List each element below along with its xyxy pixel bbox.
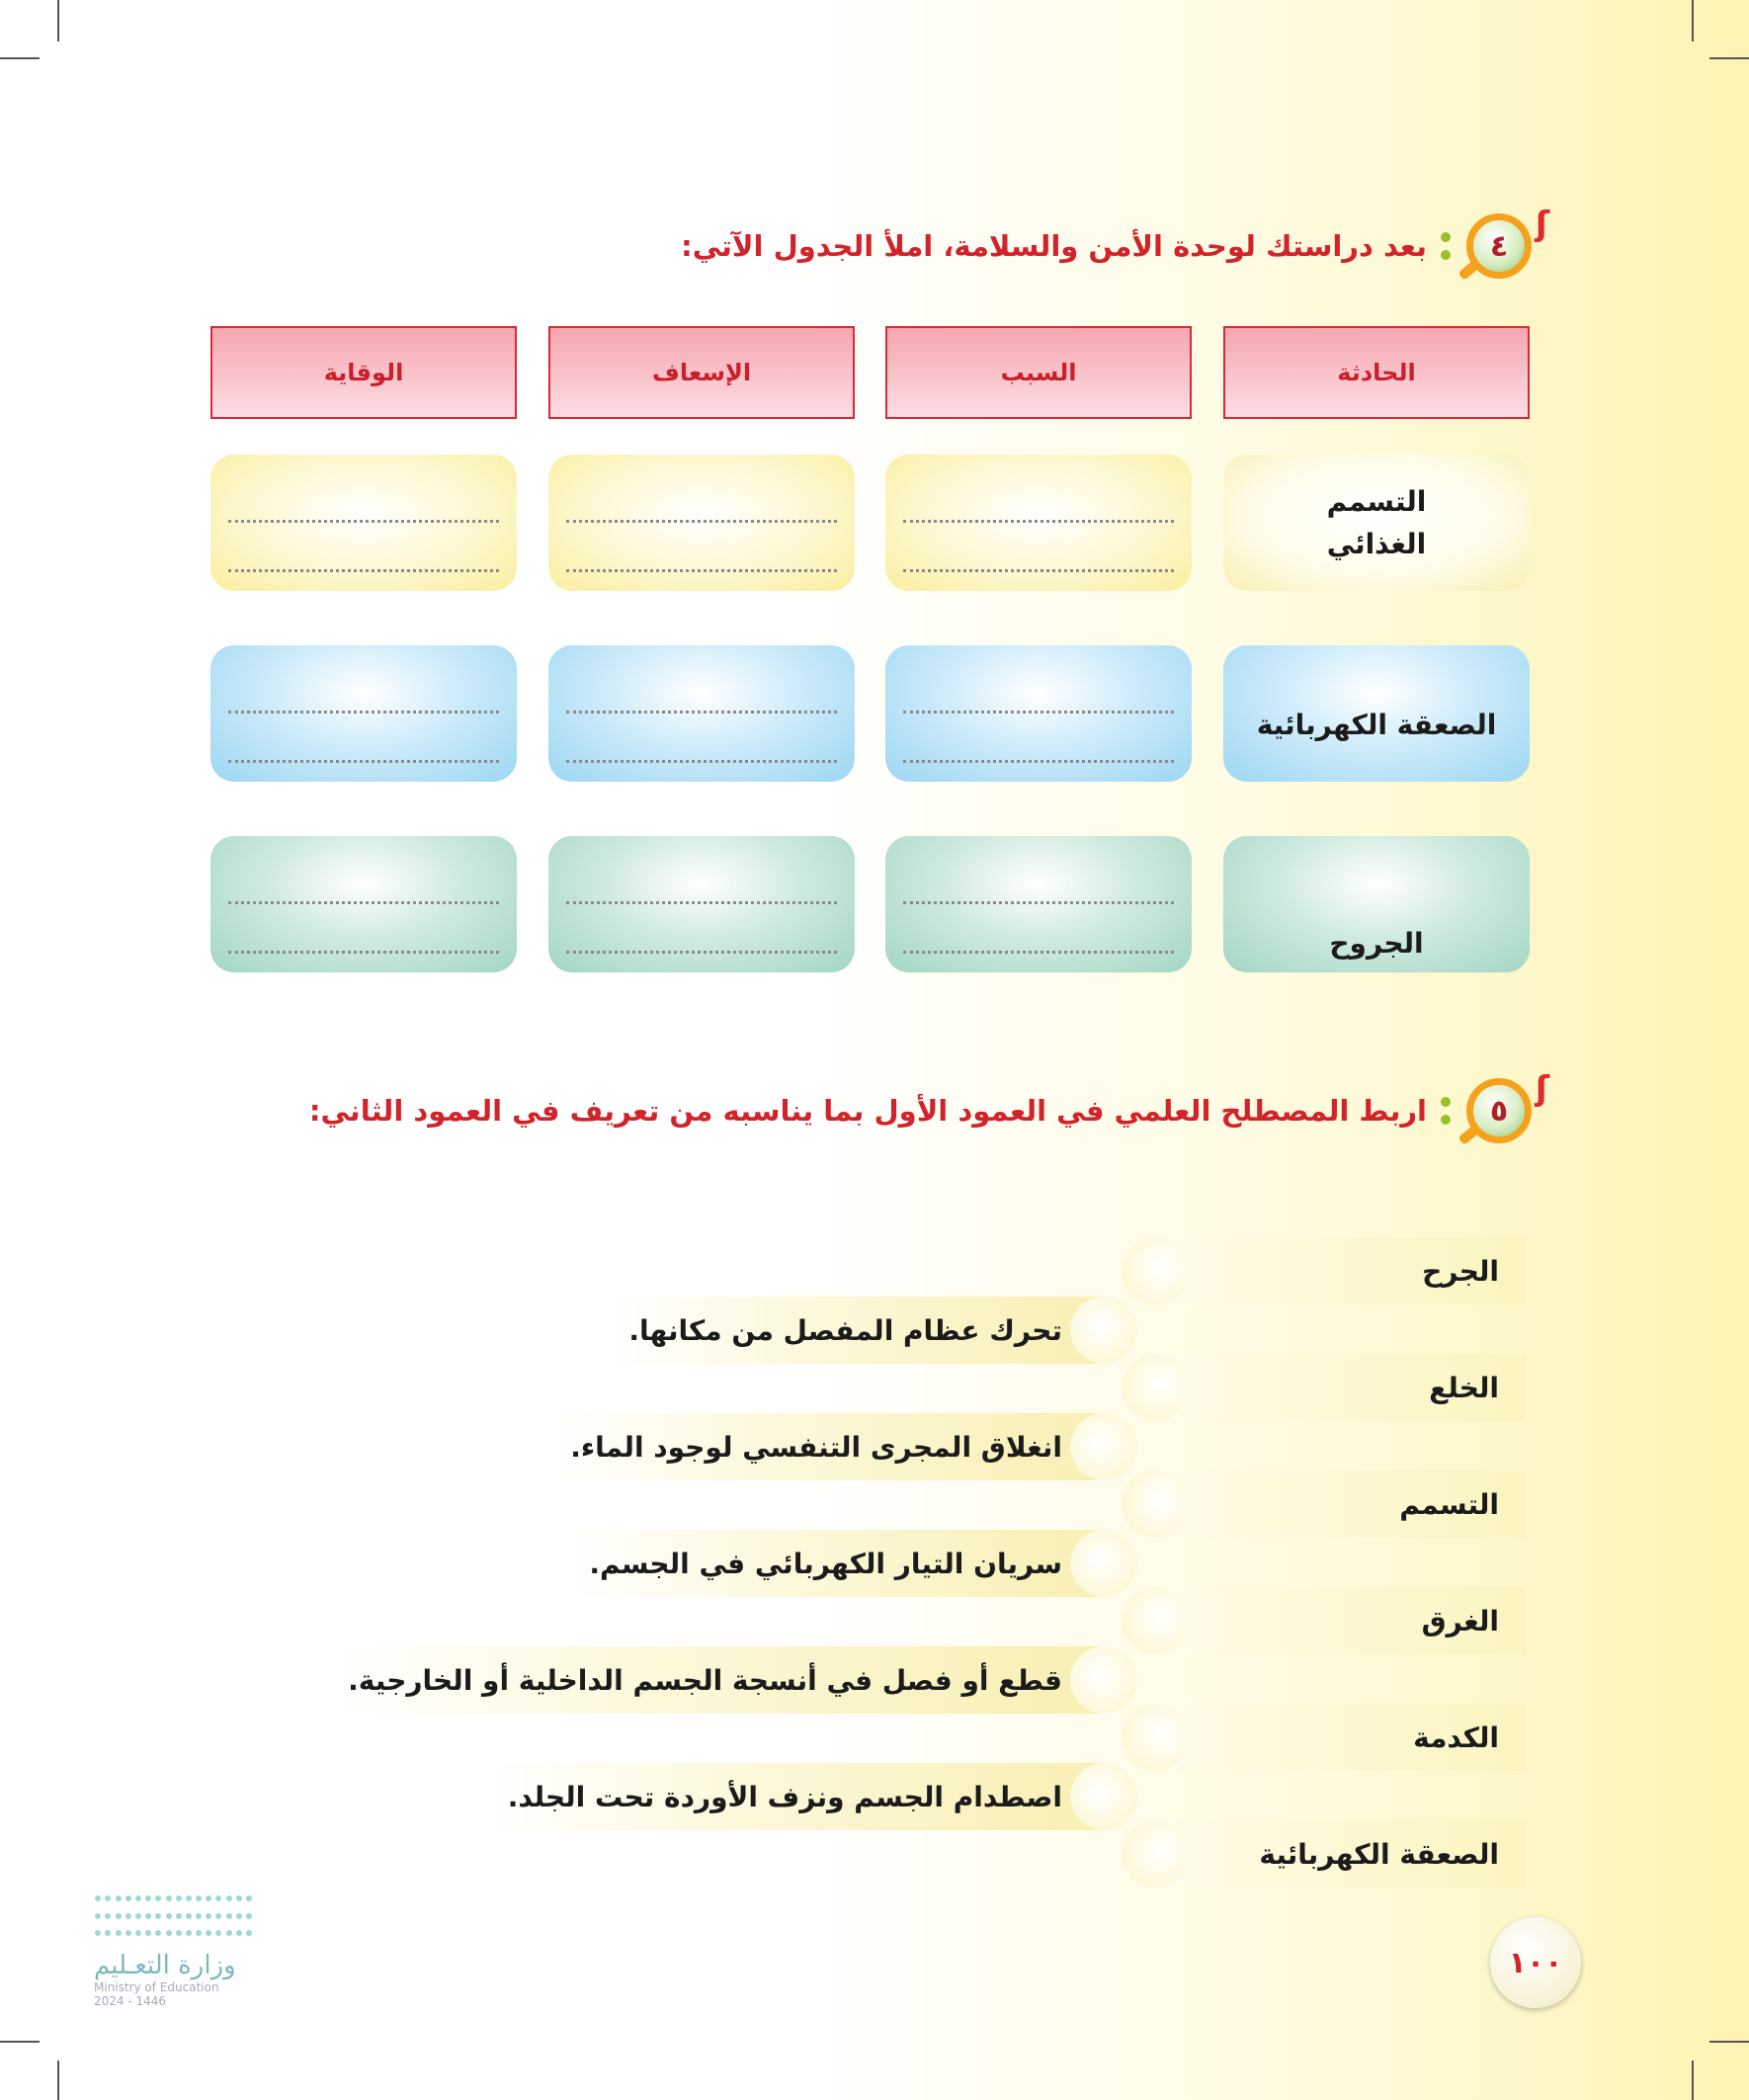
row-label-food-poisoning [1223,455,1530,591]
answer-cell-cause[interactable] [885,836,1192,972]
table-header-first-aid: الإسعاف [548,326,855,419]
term-item[interactable] [1151,1587,1527,1654]
definition-item[interactable] [546,1413,1102,1480]
term-label: الكدمة [1413,1721,1499,1754]
definition-item[interactable] [324,1646,1102,1714]
logo-year-text: 2024 - 1446 [94,1994,167,2008]
answer-cell-first-aid[interactable] [548,645,855,782]
crop-mark [0,2041,40,2043]
bullet-dots-icon [1441,1097,1451,1125]
crop-mark [1709,2041,1749,2043]
term-item[interactable] [1151,1237,1527,1304]
answer-cell-prevention[interactable] [210,836,517,972]
question-number: ٥ [1489,1093,1509,1129]
question-4-instruction: بعد دراستك لوحدة الأمن والسلامة، املأ الجدول الآتي: [681,229,1427,263]
definition-item[interactable] [565,1530,1102,1597]
answer-cell-prevention[interactable] [210,455,517,591]
logo-english-text: Ministry of Education [94,1980,219,1994]
term-label: التسمم [1399,1487,1499,1521]
row-label-wounds [1223,836,1530,972]
question-5-instruction: اربط المصطلح العلمي في العمود الأول بما يناسبه من تعريف في العمود الثاني: [308,1094,1427,1128]
incident-label: التسمم الغذائي [1326,484,1427,560]
page-number: ١٠٠ [1490,1917,1581,2008]
crop-mark [1692,0,1694,42]
definition-text: قطع أو فصل في أنسجة الجسم الداخلية أو الخارجية. [348,1663,1062,1697]
answer-cell-cause[interactable] [885,455,1192,591]
crop-mark [1692,2060,1694,2100]
term-label: الغرق [1421,1604,1499,1638]
term-item[interactable] [1151,1704,1527,1771]
definition-item[interactable] [484,1763,1102,1830]
term-item[interactable] [1151,1820,1527,1888]
ministry-logo [94,1895,252,2008]
table-header-incident: الحادثة [1223,326,1530,419]
term-item[interactable] [1151,1354,1527,1421]
spark-icon: ʃ [1535,205,1549,244]
incident-label: الجروح [1329,927,1424,961]
question-number-badge [1464,205,1549,285]
answer-cell-prevention[interactable] [210,645,517,782]
logo-dots-icon [94,1895,252,1945]
answer-cell-first-aid[interactable] [548,455,855,591]
definition-text: اصطدام الجسم ونزف الأوردة تحت الجلد. [507,1780,1062,1813]
incident-label: الصعقة الكهربائية [1256,709,1497,742]
crop-mark [57,2060,59,2100]
crop-mark [1709,57,1749,59]
term-label: الخلع [1429,1371,1499,1404]
table-header-cause: السبب [885,326,1192,419]
term-item[interactable] [1151,1470,1527,1538]
definition-text: سريان التيار الكهربائي في الجسم. [589,1547,1062,1580]
row-label-electric-shock [1223,645,1530,782]
term-label: الجرح [1422,1254,1499,1288]
question-number: ٤ [1489,228,1509,264]
spark-icon: ʃ [1535,1069,1549,1109]
term-label: الصعقة الكهربائية [1259,1837,1499,1871]
definition-text: تحرك عظام المفصل من مكانها. [628,1313,1062,1347]
question-number-badge [1464,1069,1549,1149]
answer-cell-first-aid[interactable] [548,836,855,972]
question-5-header [308,1069,1549,1149]
definition-item[interactable] [605,1297,1102,1364]
table-header-prevention: الوقاية [210,326,517,419]
definition-text: انغلاق المجرى التنفسي لوجود الماء. [570,1430,1062,1464]
bullet-dots-icon [1441,232,1451,260]
crop-mark [0,57,40,59]
logo-arabic-text: وزارة التعـليم [94,1951,236,1980]
question-4-header [681,205,1549,285]
crop-mark [57,0,59,42]
answer-cell-cause[interactable] [885,645,1192,782]
